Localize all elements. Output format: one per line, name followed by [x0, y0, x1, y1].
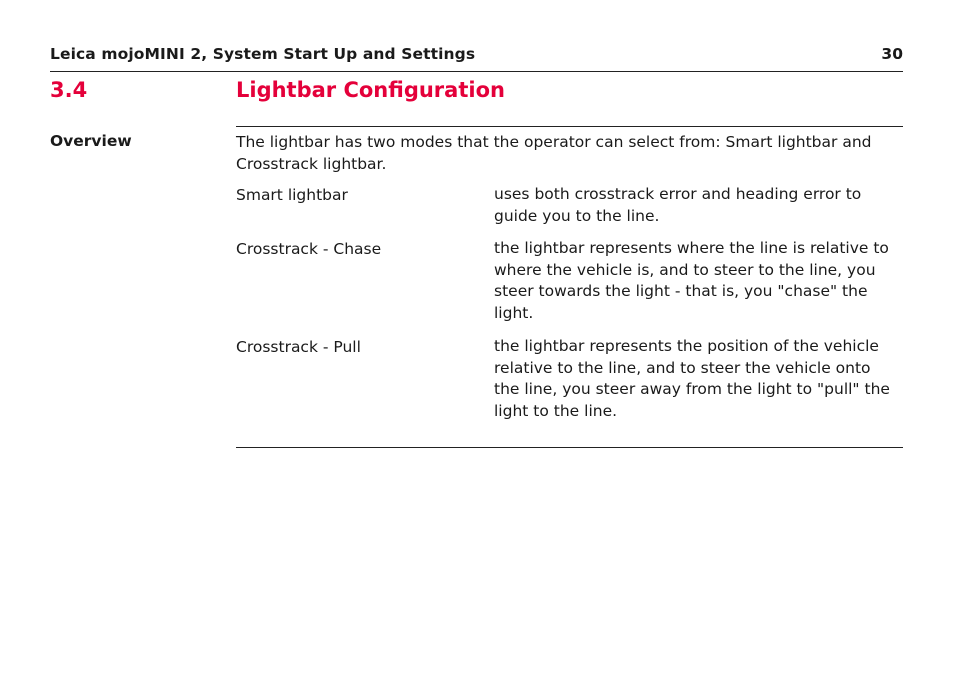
mode-description-crosstrack-pull: the lightbar represents the position of the vehicle relative to the line, and to steer the vehicle onto the line, you steer away from the light to "pull" the light to the line. — [494, 337, 890, 420]
mode-description-crosstrack-chase: the lightbar represents where the line is relative to where the vehicle is, and to steer to the line, you steer towards the light - that is, you "chase" the light. — [494, 239, 889, 322]
content-top-divider — [236, 126, 903, 127]
mode-term-smart-lightbar: Smart lightbar — [236, 186, 348, 204]
running-header-title: Leica mojoMINI 2, System Start Up and Settings — [50, 45, 476, 63]
page-number: 30 — [881, 45, 903, 63]
side-heading-overview: Overview — [50, 132, 132, 150]
content-bottom-divider — [236, 447, 903, 448]
section-title: Lightbar Configuration — [236, 78, 505, 102]
intro-paragraph: The lightbar has two modes that the operator can select from: Smart lightbar and Crosstrack lightbar. — [236, 133, 872, 173]
mode-description-smart-lightbar: uses both crosstrack error and heading error to guide you to the line. — [494, 185, 862, 225]
mode-term-crosstrack-pull: Crosstrack - Pull — [236, 338, 361, 356]
section-number: 3.4 — [50, 78, 88, 102]
mode-term-crosstrack-chase: Crosstrack - Chase — [236, 240, 382, 258]
header-divider — [50, 71, 903, 72]
